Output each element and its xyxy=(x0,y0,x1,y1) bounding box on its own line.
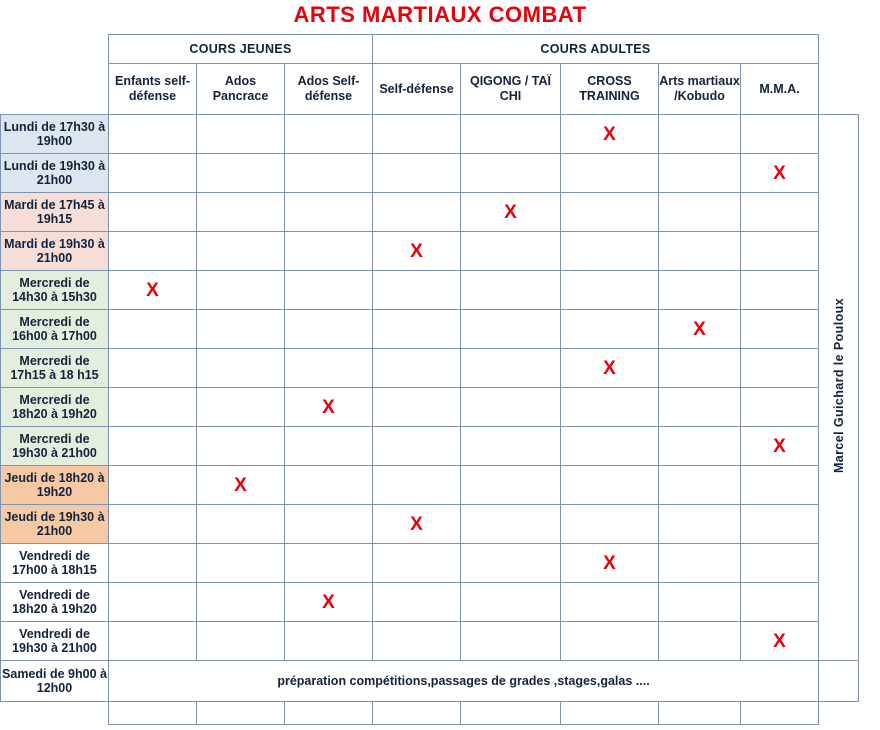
tail-cell xyxy=(373,702,461,725)
cell[interactable] xyxy=(741,388,819,427)
cell[interactable] xyxy=(373,427,461,466)
table-row xyxy=(1,388,859,427)
cell[interactable] xyxy=(285,427,373,466)
cell-marked[interactable] xyxy=(197,466,285,505)
column-header-row xyxy=(1,64,859,115)
table-row xyxy=(1,193,859,232)
cell-marked[interactable] xyxy=(109,271,197,310)
col-header-ados-pancrace: Ados Pancrace xyxy=(197,64,285,115)
cell-marked[interactable] xyxy=(561,349,659,388)
cell[interactable] xyxy=(461,154,561,193)
cell[interactable] xyxy=(197,583,285,622)
footer-note: préparation compétitions,passages de grades ,stages,galas .... xyxy=(109,661,819,702)
mark-x: X xyxy=(146,279,159,301)
group-header-row xyxy=(1,35,859,64)
cell[interactable] xyxy=(561,505,659,544)
row-label: Mercredi de 19h30 à 21h00 xyxy=(1,427,109,466)
tail-cell xyxy=(197,702,285,725)
cell[interactable] xyxy=(659,505,741,544)
cell[interactable] xyxy=(197,388,285,427)
cell[interactable] xyxy=(461,466,561,505)
col-header-cross-training: CROSS TRAINING xyxy=(561,64,659,115)
col-header-self-defense: Self-défense xyxy=(373,64,461,115)
cell-marked[interactable] xyxy=(741,427,819,466)
mark-x: X xyxy=(773,630,786,652)
cell[interactable] xyxy=(741,193,819,232)
cell[interactable] xyxy=(197,232,285,271)
cell[interactable] xyxy=(197,154,285,193)
mark-x: X xyxy=(773,162,786,184)
cell[interactable] xyxy=(109,232,197,271)
cell[interactable] xyxy=(561,466,659,505)
cell[interactable] xyxy=(197,544,285,583)
cell[interactable] xyxy=(197,193,285,232)
row-label: Jeudi de 18h20 à 19h20 xyxy=(1,466,109,505)
tail-cell xyxy=(285,702,373,725)
row-label: Jeudi de 19h30 à 21h00 xyxy=(1,505,109,544)
side-note xyxy=(819,115,859,661)
cell-marked[interactable] xyxy=(461,193,561,232)
cell[interactable] xyxy=(461,271,561,310)
cell[interactable] xyxy=(197,349,285,388)
cell[interactable] xyxy=(109,193,197,232)
cell[interactable] xyxy=(109,622,197,661)
cell[interactable] xyxy=(285,193,373,232)
col-header-enfants-self-defense: Enfants self-défense xyxy=(109,64,197,115)
cell[interactable] xyxy=(659,232,741,271)
table-row xyxy=(1,622,859,661)
footer-row-label: Samedi de 9h00 à 12h00 xyxy=(1,661,109,702)
cell[interactable] xyxy=(373,271,461,310)
table-row xyxy=(1,154,859,193)
cell[interactable] xyxy=(561,193,659,232)
schedule-table xyxy=(0,34,859,725)
cell[interactable] xyxy=(659,544,741,583)
cell[interactable] xyxy=(109,388,197,427)
tail-blank-label xyxy=(1,702,109,725)
cell[interactable] xyxy=(561,310,659,349)
row-label: Lundi de 17h30 à 19h00 xyxy=(1,115,109,154)
cell[interactable] xyxy=(561,427,659,466)
tail-cell xyxy=(561,702,659,725)
side-blank-header xyxy=(819,64,859,115)
table-row xyxy=(1,349,859,388)
row-label: Mercredi de 16h00 à 17h00 xyxy=(1,310,109,349)
table-row xyxy=(1,505,859,544)
cell[interactable] xyxy=(109,115,197,154)
cell[interactable] xyxy=(197,622,285,661)
cell[interactable] xyxy=(285,232,373,271)
cell[interactable] xyxy=(373,310,461,349)
cell[interactable] xyxy=(285,466,373,505)
page-title: ARTS MARTIAUX COMBAT xyxy=(293,2,587,27)
tail-cell xyxy=(109,702,197,725)
group-header-adultes: COURS ADULTES xyxy=(373,35,819,64)
row-label: Mercredi de 17h15 à 18 h15 xyxy=(1,349,109,388)
side-note-text: Marcel Guichard le Pouloux xyxy=(831,298,846,474)
row-label: Mardi de 19h30 à 21h00 xyxy=(1,232,109,271)
table-row xyxy=(1,271,859,310)
cell[interactable] xyxy=(561,388,659,427)
row-label: Vendredi de 19h30 à 21h00 xyxy=(1,622,109,661)
cell[interactable] xyxy=(285,154,373,193)
tail-cell xyxy=(461,702,561,725)
cell[interactable] xyxy=(561,232,659,271)
cell-marked[interactable] xyxy=(285,388,373,427)
cell[interactable] xyxy=(373,622,461,661)
cell[interactable] xyxy=(659,466,741,505)
cell[interactable] xyxy=(285,622,373,661)
cell-marked[interactable] xyxy=(373,232,461,271)
side-blank-footer xyxy=(819,661,859,702)
cell[interactable] xyxy=(285,310,373,349)
mark-x: X xyxy=(322,591,335,613)
cell[interactable] xyxy=(461,349,561,388)
mark-x: X xyxy=(234,474,247,496)
cell[interactable] xyxy=(285,349,373,388)
cell[interactable] xyxy=(741,115,819,154)
cell[interactable] xyxy=(741,583,819,622)
cell[interactable] xyxy=(461,310,561,349)
col-header-qigong-tai-chi: QIGONG / TAÏ CHI xyxy=(461,64,561,115)
cell[interactable] xyxy=(109,505,197,544)
mark-x: X xyxy=(603,552,616,574)
row-label: Lundi de 19h30 à 21h00 xyxy=(1,154,109,193)
table-row xyxy=(1,466,859,505)
cell-marked[interactable] xyxy=(285,583,373,622)
cell[interactable] xyxy=(461,232,561,271)
col-header-arts-martiaux-kobudo: Arts martiaux /Kobudo xyxy=(659,64,741,115)
cell-marked[interactable] xyxy=(561,115,659,154)
cell-marked[interactable] xyxy=(373,505,461,544)
row-label: Vendredi de 17h00 à 18h15 xyxy=(1,544,109,583)
mark-x: X xyxy=(504,201,517,223)
cell[interactable] xyxy=(373,583,461,622)
row-label: Mardi de 17h45 à 19h15 xyxy=(1,193,109,232)
cell[interactable] xyxy=(197,505,285,544)
cell[interactable] xyxy=(197,427,285,466)
table-row xyxy=(1,544,859,583)
cell-marked[interactable] xyxy=(659,310,741,349)
table-row xyxy=(1,232,859,271)
cell[interactable] xyxy=(741,232,819,271)
mark-x: X xyxy=(693,318,706,340)
cell[interactable] xyxy=(741,349,819,388)
group-header-jeunes: COURS JEUNES xyxy=(109,35,373,64)
cell[interactable] xyxy=(285,544,373,583)
tail-row xyxy=(1,702,859,725)
table-row xyxy=(1,115,859,154)
table-row xyxy=(1,583,859,622)
mark-x: X xyxy=(322,396,335,418)
tail-cell xyxy=(741,702,819,725)
cell[interactable] xyxy=(561,271,659,310)
cell[interactable] xyxy=(461,583,561,622)
mark-x: X xyxy=(603,123,616,145)
cell[interactable] xyxy=(741,505,819,544)
row-label: Mercredi de 14h30 à 15h30 xyxy=(1,271,109,310)
table-row xyxy=(1,310,859,349)
cell[interactable] xyxy=(561,622,659,661)
cell[interactable] xyxy=(109,154,197,193)
cell[interactable] xyxy=(741,271,819,310)
cell[interactable] xyxy=(461,622,561,661)
cell[interactable] xyxy=(109,466,197,505)
cell[interactable] xyxy=(461,388,561,427)
cell[interactable] xyxy=(373,193,461,232)
cell[interactable] xyxy=(659,193,741,232)
cell-marked[interactable] xyxy=(561,544,659,583)
cell[interactable] xyxy=(373,349,461,388)
cell[interactable] xyxy=(285,271,373,310)
cell[interactable] xyxy=(197,271,285,310)
cell[interactable] xyxy=(373,388,461,427)
col-header-mma: M.M.A. xyxy=(741,64,819,115)
cell[interactable] xyxy=(461,427,561,466)
cell[interactable] xyxy=(373,544,461,583)
table-row xyxy=(1,427,859,466)
cell[interactable] xyxy=(109,349,197,388)
cell[interactable] xyxy=(461,505,561,544)
footer-row xyxy=(1,661,859,702)
side-blank-top xyxy=(819,35,859,64)
cell[interactable] xyxy=(659,115,741,154)
cell-marked[interactable] xyxy=(741,622,819,661)
cell[interactable] xyxy=(561,583,659,622)
cell[interactable] xyxy=(659,349,741,388)
mark-x: X xyxy=(410,513,423,535)
cell[interactable] xyxy=(659,271,741,310)
cell[interactable] xyxy=(659,622,741,661)
row-label: Vendredi de 18h20 à 19h20 xyxy=(1,583,109,622)
row-label: Mercredi de 18h20 à 19h20 xyxy=(1,388,109,427)
cell[interactable] xyxy=(741,310,819,349)
cell[interactable] xyxy=(373,115,461,154)
cell[interactable] xyxy=(109,544,197,583)
cell[interactable] xyxy=(741,544,819,583)
cell[interactable] xyxy=(285,115,373,154)
cell[interactable] xyxy=(659,388,741,427)
cell[interactable] xyxy=(109,310,197,349)
cell[interactable] xyxy=(561,154,659,193)
cell[interactable] xyxy=(197,310,285,349)
mark-x: X xyxy=(603,357,616,379)
cell[interactable] xyxy=(285,505,373,544)
cell[interactable] xyxy=(373,154,461,193)
cell[interactable] xyxy=(659,154,741,193)
col-header-ados-self-defense: Ados Self-défense xyxy=(285,64,373,115)
cell[interactable] xyxy=(373,466,461,505)
cell[interactable] xyxy=(659,427,741,466)
cell[interactable] xyxy=(461,544,561,583)
cell[interactable] xyxy=(197,115,285,154)
cell[interactable] xyxy=(659,583,741,622)
tail-cell xyxy=(659,702,741,725)
tail-blank-side xyxy=(819,702,859,725)
header-row-label-blank xyxy=(1,64,109,115)
cell[interactable] xyxy=(109,427,197,466)
mark-x: X xyxy=(773,435,786,457)
cell[interactable] xyxy=(741,466,819,505)
mark-x: X xyxy=(410,240,423,262)
cell-marked[interactable] xyxy=(741,154,819,193)
cell[interactable] xyxy=(461,115,561,154)
cell[interactable] xyxy=(109,583,197,622)
corner-blank xyxy=(1,35,109,64)
